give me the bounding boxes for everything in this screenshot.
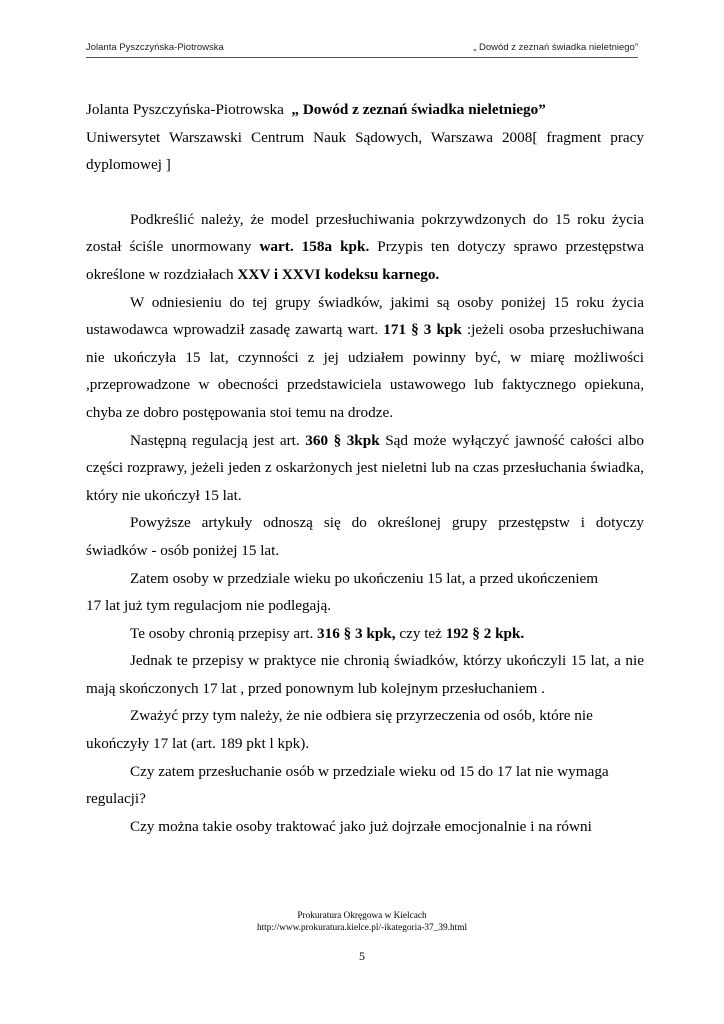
footer-institution: Prokuratura Okręgowa w Kielcach: [297, 911, 427, 921]
paragraph-4: Powyższe artykuły odnoszą się do określonej grupy przestępstw i dotyczy świadków - osób poniżej 15 lat.: [86, 514, 644, 559]
paragraph-8-line1: Zważyć przy tym należy, że nie odbiera się przyrzeczenia od osób, które nie: [130, 707, 593, 725]
p6-ref-316: 316 § 3 kpk,: [317, 624, 396, 642]
paragraph-2: [86, 289, 644, 427]
paragraph-9-line1: Czy zatem przesłuchanie osób w przedziale wieku od 15 do 17 lat nie wymaga: [130, 762, 609, 780]
intro-title-line: [86, 96, 644, 124]
p3-text-c: Sąd może wyłączyć jawność całości albo części rozprawy, jeżeli jeden z oskarżonych jest nieletni lub na czas przesłuchania świadka, który nie ukończył 15 lat.: [86, 431, 645, 504]
header-author: Jolanta Pyszczyńska-Piotrowska: [86, 42, 224, 53]
p2-ref-171: 171 § 3 kpk: [383, 321, 462, 339]
intro-source-line2: dyplomowej ]: [86, 156, 171, 174]
p1-text-a: Podkreślić należy, że model przesłuchiwania pokrzywdzonych do 15 roku życia został ściśle unormowany: [86, 210, 644, 256]
p1-ref-158a: wart. 158a kpk.: [259, 238, 370, 256]
paragraph-10: Czy można takie osoby traktować jako już dojrzałe emocjonalnie i na równi: [130, 817, 592, 835]
paragraph-8-line2: ukończyły 17 lat (art. 189 pkt l kpk).: [86, 735, 310, 753]
p3-text-a: Następną regulacją jest art.: [130, 431, 306, 449]
paragraph-3: [86, 427, 644, 510]
p2-text-a: W odniesieniu do tej grupy świadków, jakimi są osoby poniżej 15 roku życia ustawodawca wprowadził zasadę zawartą wart.: [86, 293, 644, 339]
intro-title: „ Dowód z zeznań świadka nieletniego”: [291, 101, 546, 118]
p6-text-a: Te osoby chronią przepisy art.: [130, 624, 318, 642]
intro-source-line1: Uniwersytet Warszawski Centrum Nauk Sądowych, Warszawa 2008[ fragment pracy: [86, 128, 644, 146]
paragraph-6: [86, 620, 644, 648]
paragraph-5-line2: 17 lat już tym regulacjom nie podlegają.: [86, 597, 332, 615]
paragraph-9-line2: regulacji?: [86, 790, 146, 808]
document-body: [86, 96, 644, 840]
page-number: 5: [359, 949, 365, 963]
p6-ref-192: 192 § 2 kpk.: [445, 624, 525, 642]
paragraph-7: Jednak te przepisy w praktyce nie chronią świadków, którzy ukończyli 15 lat, a nie mają skończonych 17 lat , przed ponownym lub kolejnym przesłuchaniem .: [86, 652, 644, 697]
page-footer: [0, 910, 724, 934]
p1-text-c: Przypis ten dotyczy sprawo przestępstwa określone w rozdziałach: [86, 238, 645, 283]
paragraph-5-line1: Zatem osoby w przedziale wieku po ukończeniu 15 lat, a przed ukończeniem: [130, 569, 599, 587]
p2-text-c: :jeżeli osoba przesłuchiwana nie ukończyła 15 lat, czynności z jej udziałem powinny być, w miarę możliwości ,przeprowadzone w obecności przedstawiciela ustawowego lub faktycznego opiekuna, chyba ze dobro postępowania stoi temu na drodze.: [86, 321, 644, 421]
paragraph-1: [86, 206, 644, 289]
footer-url: http://www.prokuratura.kielce.pl/-ikategoria-37_39.html: [256, 923, 468, 933]
p6-text-c: czy też: [395, 624, 446, 642]
p3-ref-360: 360 § 3kpk: [305, 431, 380, 449]
header-title: „ Dowód z zeznań świadka nieletniego”: [473, 42, 638, 53]
header-rule: [86, 57, 638, 58]
intro-author: Jolanta Pyszczyńska-Piotrowska: [86, 101, 284, 118]
p1-ref-kk: XXV i XXVI kodeksu karnego.: [237, 265, 440, 283]
